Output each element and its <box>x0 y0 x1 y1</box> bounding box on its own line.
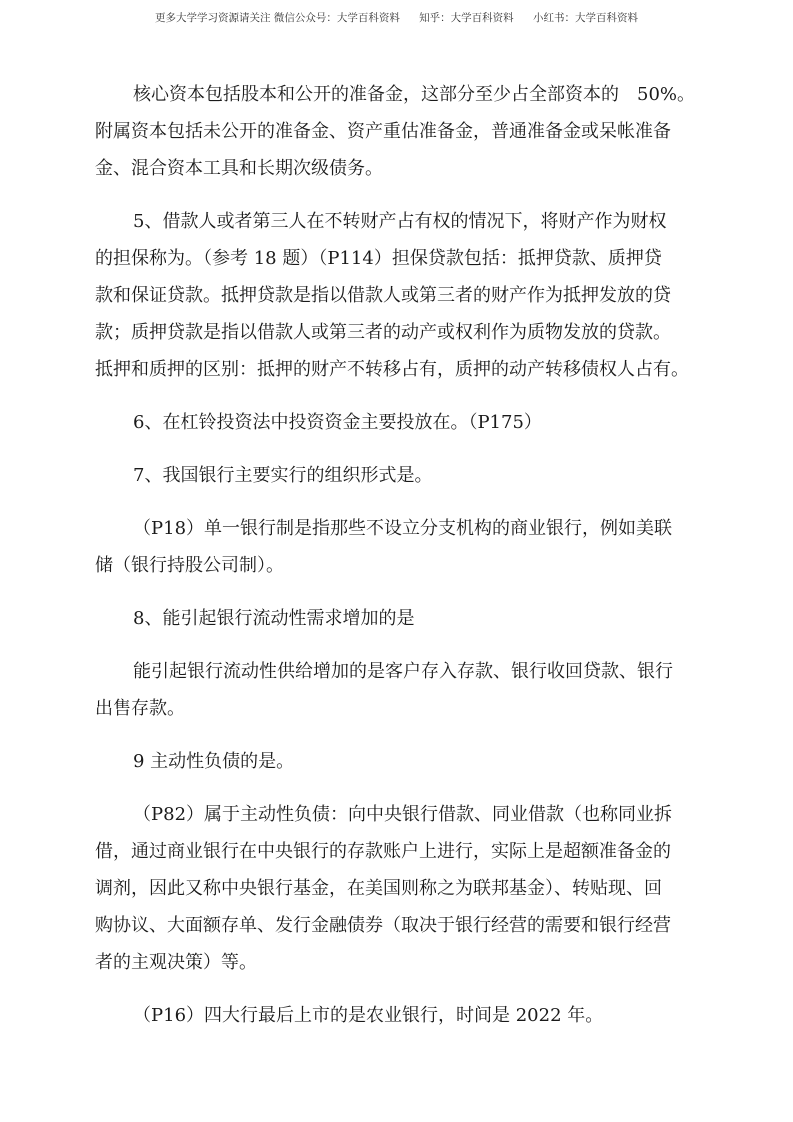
header-xiaohongshu-text: 小红书：大学百科资料 <box>533 12 639 24</box>
text-line: 6、在杠铃投资法中投资资金主要投放在。（P175） <box>133 412 542 433</box>
text-line: 核心资本包括股本和公开的准备金，这部分至少占全部资本的 50%。 <box>133 84 696 105</box>
document-body <box>95 76 701 1050</box>
text-line: （P16）四大行最后上市的是农业银行，时间是 2022 年。 <box>133 1005 604 1026</box>
text-line: 者的主观决策）等。 <box>95 952 257 973</box>
paragraph-question-7 <box>95 457 701 494</box>
text-line: 储（银行持股公司制）。 <box>95 555 284 576</box>
text-line: 金、混合资本工具和长期次级债务。 <box>95 158 383 179</box>
text-line: 调剂，因此又称中央银行基金，在美国则称之为联邦基金）、转贴现、回 <box>95 878 662 899</box>
paragraph-question-6 <box>95 404 701 441</box>
text-line: 的担保称为。（参考 18 题）（P114）担保贷款包括：抵押贷款、质押贷 <box>95 248 662 269</box>
text-line: 款；质押贷款是指以借款人或第三者的动产或权利作为质物发放的贷款。 <box>95 322 671 343</box>
paragraph-question-5 <box>95 203 701 388</box>
text-line: 8、能引起银行流动性需求增加的是 <box>133 608 415 629</box>
page-header <box>0 10 793 25</box>
paragraph-question-8 <box>95 600 701 637</box>
paragraph-answer-8 <box>95 653 701 727</box>
header-zhihu-text: 知乎：大学百科资料 <box>419 12 514 24</box>
text-line: 5、借款人或者第三人在不转财产占有权的情况下，将财产作为财权 <box>133 211 667 232</box>
paragraph-question-9 <box>95 743 701 780</box>
text-line: 款和保证贷款。抵押贷款是指以借款人或第三者的财产作为抵押发放的贷 <box>95 285 671 306</box>
text-line: 9 主动性负债的是。 <box>133 751 295 772</box>
text-line: 附属资本包括未公开的准备金、资产重估准备金，普通准备金或呆帐准备 <box>95 121 671 142</box>
paragraph-capital <box>95 76 701 187</box>
text-line: （P18）单一银行制是指那些不设立分支机构的商业银行，例如美联 <box>133 518 673 539</box>
text-line: （P82）属于主动性负债：向中央银行借款、同业借款（也称同业拆 <box>133 804 673 825</box>
header-wechat-text: 更多大学学习资源请关注 微信公众号：大学百科资料 <box>154 12 400 24</box>
text-line: 7、我国银行主要实行的组织形式是。 <box>133 465 433 486</box>
paragraph-answer-7 <box>95 510 701 584</box>
paragraph-answer-9 <box>95 796 701 981</box>
text-line: 能引起银行流动性供给增加的是客户存入存款、银行收回贷款、银行 <box>133 661 673 682</box>
text-line: 出售存款。 <box>95 698 185 719</box>
text-line: 抵押和质押的区别：抵押的财产不转移占有，质押的动产转移债权人占有。 <box>95 359 689 380</box>
paragraph-big-four-listing <box>95 997 701 1034</box>
text-line: 购协议、大面额存单、发行金融债券（取决于银行经营的需要和银行经营 <box>95 915 671 936</box>
text-line: 借，通过商业银行在中央银行的存款账户上进行，实际上是超额准备金的 <box>95 841 671 862</box>
